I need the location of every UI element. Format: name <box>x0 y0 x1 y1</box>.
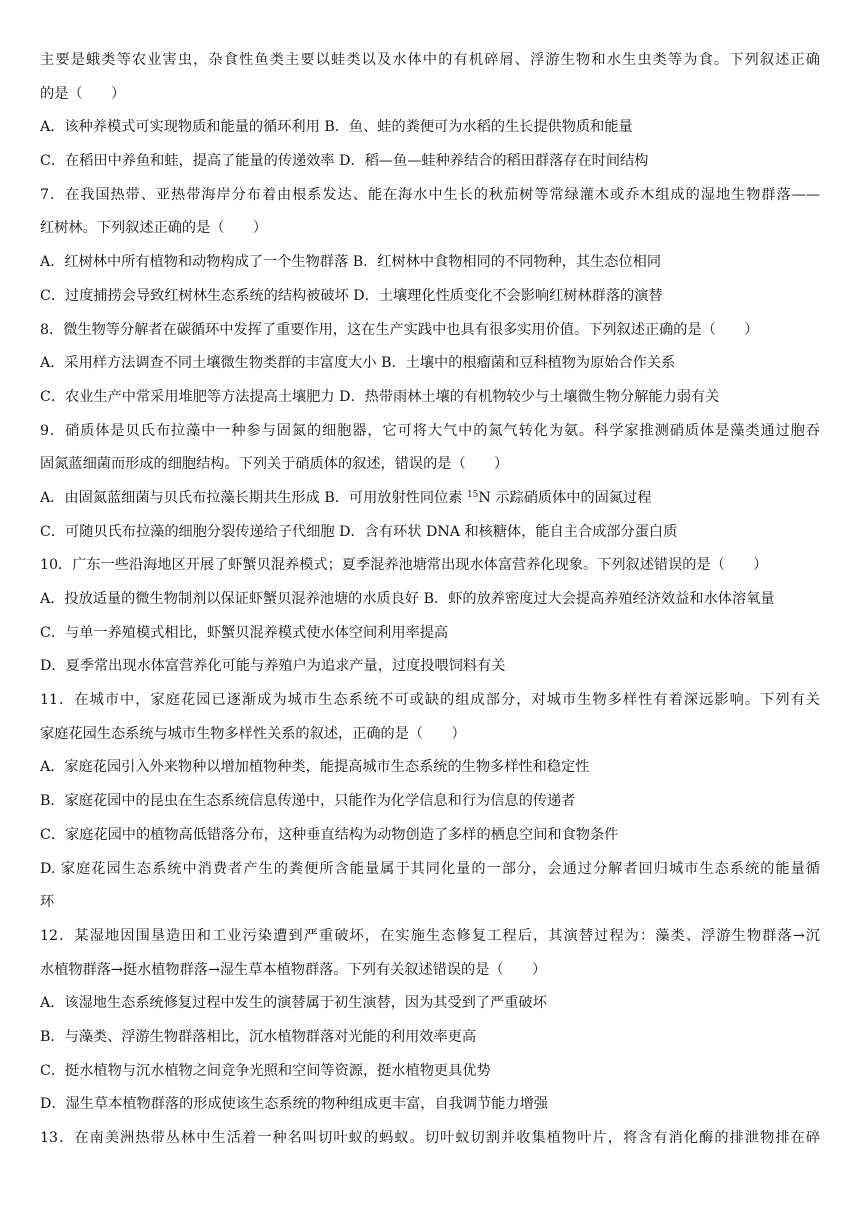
option-line: C．农业生产中常采用堆肥等方法提高土壤肥力 D．热带雨林土壤的有机物较少与土壤微生物分解能力弱有关 <box>40 388 720 405</box>
question-13-stem: 13．在南美洲热带丛林中生活着一种名叫切叶蚁的蚂蚁。切叶蚁切割并收集植物叶片，将含有消化酶的排泄物排在碎 <box>40 1130 820 1146</box>
option-line: A．家庭花园引入外来物种以增加植物种类，能提高城市生态系统的生物多样性和稳定性 <box>40 759 590 776</box>
option-line: C．挺水植物与沉水植物之间竞争光照和空间等资源，挺水植物更具优势 <box>40 1062 491 1079</box>
text-line: 固氮蓝细菌而形成的细胞结构。下列关于硝质体的叙述，错误的是（ ） <box>40 456 509 473</box>
question-12-stem: 12．某湿地因围垦造田和工业污染遭到严重破坏，在实施生态修复工程后，其演替过程为：藻类、浮游生物群落→沉 <box>40 927 820 944</box>
option-text: N 示踪硝质体中的固氮过程 <box>478 489 652 506</box>
option-line: D．湿生草本植物群落的形成使该生态系统的物种组成更丰富，自我调节能力增强 <box>40 1096 548 1113</box>
text-line: 红树林。下列叙述正确的是（ ） <box>40 220 268 237</box>
option-text: A．由固氮蓝细菌与贝氏布拉藻长期共生形成 B．可用放射性同位素 <box>40 489 467 506</box>
option-line: D．夏季常出现水体富营养化可能与养殖户为追求产量，过度投喂饲料有关 <box>40 658 506 675</box>
option-line: A．该湿地生态系统修复过程中发生的演替属于初生演替，因为其受到了严重破坏 <box>40 995 547 1012</box>
option-line: C．在稻田中养鱼和蛙，提高了能量的传递效率 D．稻—鱼—蛙种养结合的稻田群落存在时间结构 <box>40 153 649 170</box>
text-line: 水植物群落→挺水植物群落→湿生草本植物群落。下列有关叙述错误的是（ ） <box>40 961 547 978</box>
option-line: D. 家庭花园生态系统中消费者产生的粪便所含能量属于其同化量的一部分，会通过分解者回归城市生态系统的能量循 <box>40 860 820 877</box>
option-line <box>40 482 820 516</box>
text-line: 家庭花园生态系统与城市生物多样性关系的叙述，正确的是（ ） <box>40 725 466 742</box>
question-7-stem: 7．在我国热带、亚热带海岸分布着由根系发达、能在海水中生长的秋茄树等常绿灌木或乔木组成的湿地生物群落—— <box>40 186 820 203</box>
text-line: 的是（ ） <box>40 85 126 102</box>
option-line: C．家庭花园中的植物高低错落分布，这种垂直结构为动物创造了多样的栖息空间和食物条件 <box>40 826 619 843</box>
option-line: C．与单一养殖模式相比，虾蟹贝混养模式使水体空间利用率提高 <box>40 624 449 641</box>
text-line: 环 <box>40 894 55 911</box>
question-10-stem: 10．广东一些沿海地区开展了虾蟹贝混养模式；夏季混养池塘常出现水体富营养化现象。下列叙述错误的是（ ） <box>40 557 768 574</box>
question-9-stem: 9．硝质体是贝氏布拉藻中一种参与固氮的细胞器，它可将大气中的氮气转化为氨。科学家推测硝质体是藻类通过胞吞 <box>40 422 820 439</box>
option-line: A．该种养模式可实现物质和能量的循环利用 B．鱼、蛙的粪便可为水稻的生长提供物质和能量 <box>40 119 633 136</box>
option-line: A．红树林中所有植物和动物构成了一个生物群落 B．红树林中食物相同的不同物种，其生态位相同 <box>40 254 662 271</box>
question-11-stem: 11．在城市中，家庭花园已逐渐成为城市生态系统不可或缺的组成部分，对城市生物多样性有着深远影响。下列有关 <box>40 692 820 709</box>
option-line: A．投放适量的微生物制剂以保证虾蟹贝混养池塘的水质良好 B．虾的放养密度过大会提高养殖经济效益和水体溶氧量 <box>40 591 775 607</box>
option-line: A．采用样方法调查不同土壤微生物类群的丰富度大小 B．土壤中的根瘤菌和豆科植物为原始合作关系 <box>40 355 676 372</box>
text-line: 主要是蛾类等农业害虫，杂食性鱼类主要以蛙类以及水体中的有机碎屑、浮游生物和水生虫类等为食。下列叙述正确 <box>40 52 820 68</box>
option-line: B．家庭花园中的昆虫在生态系统信息传递中，只能作为化学信息和行为信息的传递者 <box>40 793 576 810</box>
option-line: C．可随贝氏布拉藻的细胞分裂传递给子代细胞 D．含有环状 DNA 和核糖体，能自主合成部分蛋白质 <box>40 523 678 540</box>
question-8-stem: 8．微生物等分解者在碳循环中发挥了重要作用，这在生产实践中也具有很多实用价值。下列叙述正确的是（ ） <box>40 321 759 338</box>
isotope-superscript: 15 <box>466 489 479 500</box>
option-line: B．与藻类、浮游生物群落相比，沉水植物群落对光能的利用效率更高 <box>40 1028 477 1045</box>
option-line: C．过度捕捞会导致红树林生态系统的结构被破坏 D．土壤理化性质变化不会影响红树林群落的演替 <box>40 287 663 304</box>
